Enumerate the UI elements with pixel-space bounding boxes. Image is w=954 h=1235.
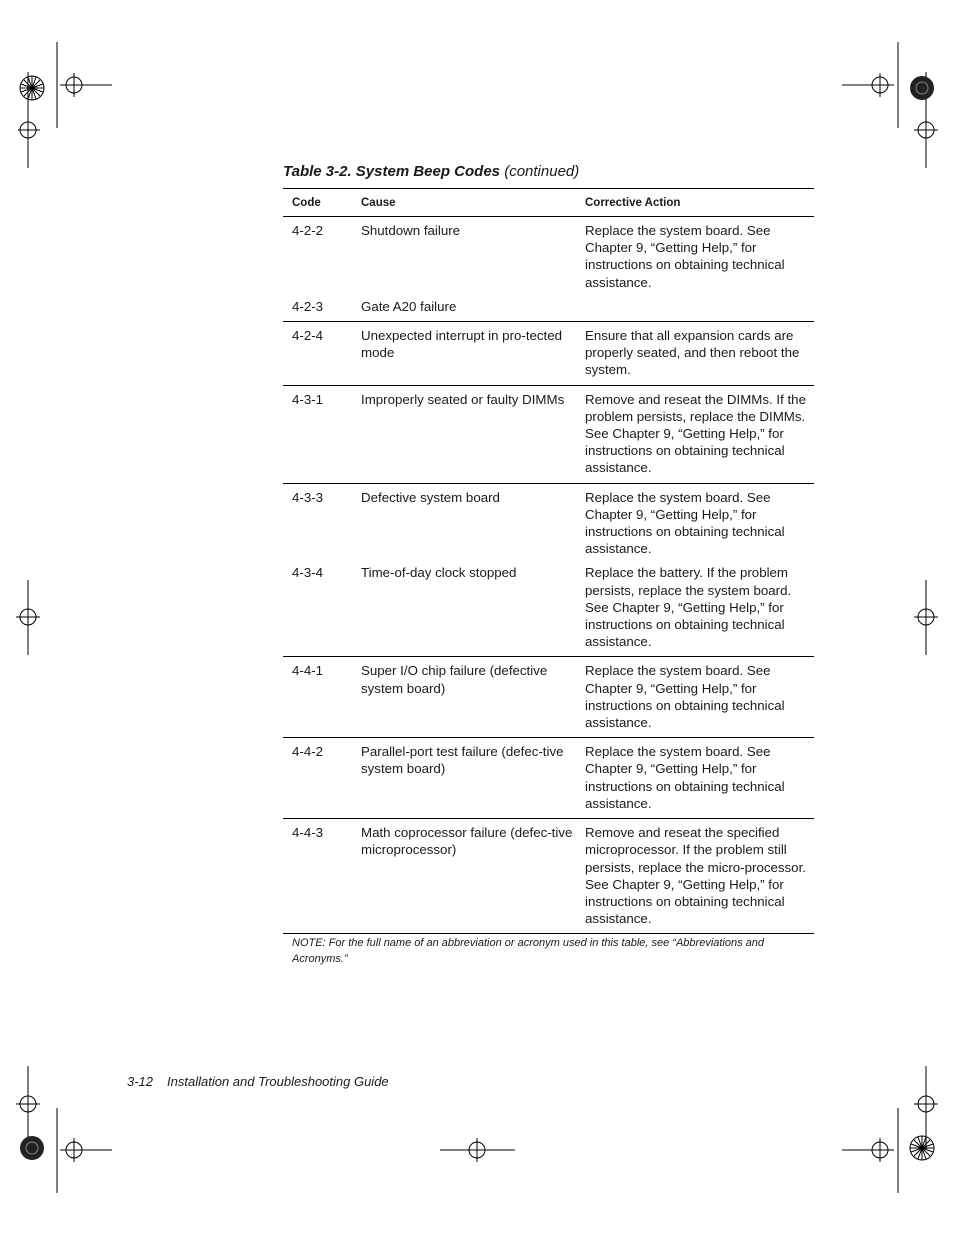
cell-cause: Shutdown failure xyxy=(361,223,461,238)
cell-cause: Parallel-port test failure (defec-tive system board) xyxy=(361,744,564,777)
cell-cause: Math coprocessor failure (defec-tive microprocessor) xyxy=(361,825,573,858)
cell-action: Remove and reseat the specified microprocessor. If the problem still persists, replace the micro-processor. See Chapter 9, “Getting Help,” for instructions on obtaining technical assistance. xyxy=(585,825,806,927)
cell-code: 4-2-2 xyxy=(292,223,324,238)
table-row xyxy=(283,217,814,293)
cell-code: 4-4-2 xyxy=(292,744,324,760)
cell-code: 4-4-1 xyxy=(292,663,324,679)
cell-code: 4-4-3 xyxy=(292,825,324,841)
cell-code: 4-2-4 xyxy=(292,328,324,344)
cell-cause: Improperly seated or faulty DIMMs xyxy=(361,391,565,407)
page-number: 3-12 xyxy=(127,1074,154,1089)
table-row xyxy=(283,293,814,322)
table-row xyxy=(283,322,814,386)
table-note: NOTE: For the full name of an abbreviation or acronym used in this table, see “Abbreviations and Acronyms.” xyxy=(292,937,765,965)
header-corrective-action: Corrective Action xyxy=(585,196,681,209)
cell-action: Ensure that all expansion cards are properly seated, and then reboot the system. xyxy=(585,328,800,378)
table-caption xyxy=(283,163,579,180)
cell-code: 4-3-3 xyxy=(292,489,324,505)
cell-action: Remove and reseat the DIMMs. If the problem persists, replace the DIMMs. See Chapter 9, “Getting Help,” for instructions on obtaining technical assistance. xyxy=(585,391,806,476)
table-caption-suffix: (continued) xyxy=(504,163,580,180)
cell-cause: Super I/O chip failure (defective system board) xyxy=(361,663,548,696)
cell-cause: Unexpected interrupt in pro-tected mode xyxy=(361,328,563,361)
table-row xyxy=(283,657,814,738)
table-row xyxy=(283,559,814,657)
cell-code: 4-3-4 xyxy=(292,565,324,581)
cell-action: Replace the system board. See Chapter 9, “Getting Help,” for instructions on obtaining technical assistance. xyxy=(585,663,785,731)
table-row xyxy=(283,738,814,819)
cell-action xyxy=(585,298,814,315)
table-row xyxy=(283,484,814,560)
header-cause: Cause xyxy=(361,196,396,209)
cell-action: Replace the system board. See Chapter 9, “Getting Help,” for instructions on obtaining technical assistance. xyxy=(585,744,785,811)
beep-codes-table xyxy=(283,188,814,934)
cell-code: 4-3-1 xyxy=(292,391,324,407)
table-row xyxy=(283,819,814,934)
cell-cause: Gate A20 failure xyxy=(361,298,457,314)
cell-action: Replace the system board. See Chapter 9, “Getting Help,” for instructions on obtaining technical assistance. xyxy=(585,223,785,290)
table-caption-label: Table 3-2. System Beep Codes xyxy=(283,163,501,180)
table-row xyxy=(283,386,814,484)
cell-cause: Time-of-day clock stopped xyxy=(361,565,517,581)
cell-action: Replace the battery. If the problem persists, replace the system board. See Chapter 9, “Getting Help,” for instructions on obtaining technical assistance. xyxy=(585,565,792,650)
cell-code: 4-2-3 xyxy=(292,298,324,314)
footer-title: Installation and Troubleshooting Guide xyxy=(167,1074,389,1089)
cell-action: Replace the system board. See Chapter 9, “Getting Help,” for instructions on obtaining technical assistance. xyxy=(585,489,785,557)
header-code: Code xyxy=(292,196,321,209)
table-header-row xyxy=(283,189,814,217)
cell-cause: Defective system board xyxy=(361,489,500,505)
page-footer xyxy=(127,1074,389,1089)
